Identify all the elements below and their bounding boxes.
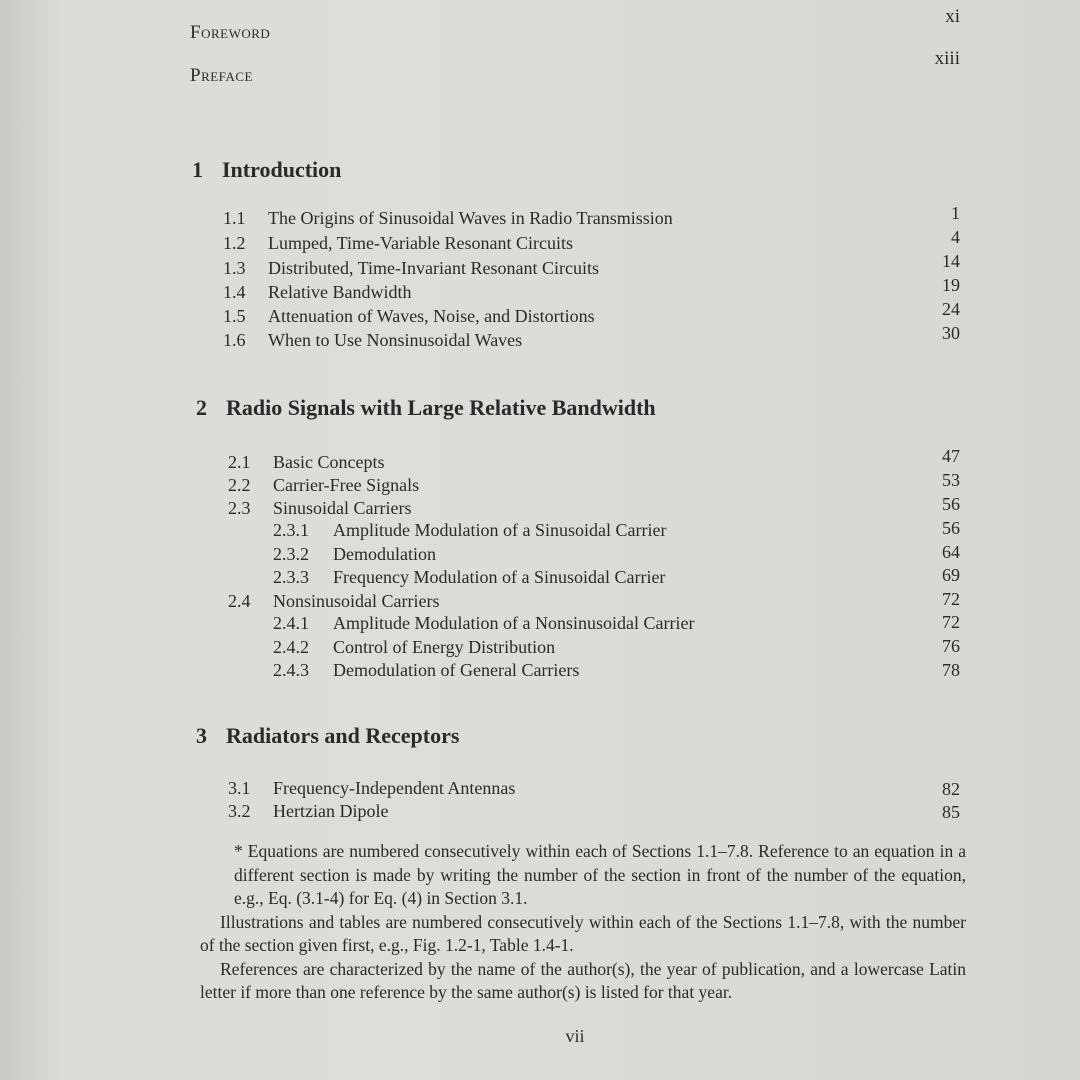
section-page: 69	[942, 565, 960, 585]
chapter-title: Introduction	[222, 157, 342, 182]
chapter-heading	[196, 395, 656, 421]
section-title: Attenuation of Waves, Noise, and Distortions	[268, 306, 595, 326]
toc-entry	[273, 637, 555, 658]
section-number: 2.3.1	[273, 520, 309, 540]
toc-entry	[228, 801, 388, 822]
section-title: Amplitude Modulation of a Nonsinusoidal Carrier	[333, 613, 695, 633]
chapter-heading	[192, 157, 341, 183]
section-page: 47	[942, 446, 960, 466]
section-title: Carrier-Free Signals	[273, 475, 420, 495]
section-title: The Origins of Sinusoidal Waves in Radio Transmission	[268, 208, 673, 228]
section-number: 1.2	[223, 233, 246, 253]
section-page: 82	[942, 779, 960, 799]
section-number: 3.2	[228, 801, 251, 821]
section-title: Frequency Modulation of a Sinusoidal Carrier	[333, 567, 666, 587]
toc-entry	[223, 306, 595, 327]
toc-entry	[273, 520, 666, 541]
section-title: Hertzian Dipole	[273, 801, 389, 821]
section-page: 72	[942, 612, 960, 632]
section-page: 1	[951, 203, 960, 223]
section-number: 1.3	[223, 258, 246, 278]
section-page: 30	[942, 323, 960, 343]
section-number: 1.4	[223, 282, 246, 302]
section-page: 56	[942, 518, 960, 538]
section-title: Frequency-Independent Antennas	[273, 778, 516, 798]
section-title: Basic Concepts	[273, 452, 385, 472]
toc-entry	[273, 567, 665, 588]
toc-entry	[228, 778, 515, 799]
section-title: Demodulation of General Carriers	[333, 660, 580, 680]
toc-entry	[223, 258, 599, 279]
chapter-title: Radiators and Receptors	[226, 723, 460, 748]
toc-entry	[223, 330, 522, 351]
toc-entry	[273, 660, 579, 681]
section-number: 2.4.2	[273, 637, 309, 657]
section-number: 2.3.3	[273, 567, 309, 587]
section-page: 85	[942, 802, 960, 822]
chapter-heading	[196, 723, 459, 749]
footnote-equations: * Equations are numbered consecutively within each of Sections 1.1–7.8. Reference to an equation in a different section is made by writing the number of the section in front of the number of the equation, e.g., Eq. (3.1-4) for Eq. (4) in Section 3.1.	[234, 841, 966, 908]
section-number: 2.4	[228, 591, 251, 611]
toc-entry	[228, 475, 419, 496]
chapter-number: 1	[192, 157, 203, 182]
section-page: 64	[942, 542, 960, 562]
toc-entry	[273, 613, 694, 634]
toc-foreword-label: Foreword	[190, 22, 271, 43]
section-page: 24	[942, 299, 960, 319]
toc-foreword-page: xi	[945, 6, 960, 27]
section-title: Sinusoidal Carriers	[273, 498, 412, 518]
footnote-illustrations: Illustrations and tables are numbered consecutively within each of the Sections 1.1–7.8, with the number of the section given first, e.g., Fig. 1.2-1, Table 1.4-1.	[200, 911, 966, 955]
section-page: 53	[942, 470, 960, 490]
footnotes	[200, 840, 966, 1005]
page-number: vii	[565, 1026, 585, 1046]
section-number: 1.5	[223, 306, 246, 326]
chapter-number: 2	[196, 395, 207, 420]
section-number: 2.4.3	[273, 660, 309, 680]
chapter-title: Radio Signals with Large Relative Bandwidth	[226, 395, 656, 420]
section-page: 4	[951, 227, 960, 247]
section-page: 14	[942, 251, 960, 271]
toc-entry	[273, 544, 436, 565]
section-page: 19	[942, 275, 960, 295]
section-title: Nonsinusoidal Carriers	[273, 591, 440, 611]
toc-entry	[223, 282, 411, 303]
section-number: 2.4.1	[273, 613, 309, 633]
section-title: Amplitude Modulation of a Sinusoidal Carrier	[333, 520, 667, 540]
chapter-number: 3	[196, 723, 207, 748]
section-title: Lumped, Time-Variable Resonant Circuits	[268, 233, 573, 253]
section-number: 2.2	[228, 475, 251, 495]
section-title: When to Use Nonsinusoidal Waves	[268, 330, 523, 350]
section-number: 3.1	[228, 778, 251, 798]
section-title: Relative Bandwidth	[268, 282, 412, 302]
section-number: 2.1	[228, 452, 251, 472]
toc-preface-page: xiii	[934, 48, 960, 69]
section-title: Distributed, Time-Invariant Resonant Circuits	[268, 258, 599, 278]
toc-entry	[223, 208, 673, 229]
section-page: 56	[942, 494, 960, 514]
section-title: Control of Energy Distribution	[333, 637, 556, 657]
section-page: 72	[942, 589, 960, 609]
section-page: 78	[942, 660, 960, 680]
toc-entry	[223, 233, 573, 254]
toc-entry	[228, 591, 439, 612]
section-number: 2.3	[228, 498, 251, 518]
section-title: Demodulation	[333, 544, 436, 564]
section-page: 76	[942, 636, 960, 656]
section-number: 1.6	[223, 330, 246, 350]
toc-entry	[228, 452, 384, 473]
section-number: 2.3.2	[273, 544, 309, 564]
toc-entry	[228, 498, 411, 519]
footnote-references: References are characterized by the name of the author(s), the year of publication, and a lowercase Latin letter if more than one reference by the same author(s) is listed for that year.	[200, 958, 966, 1002]
toc-preface-label: Preface	[190, 65, 253, 86]
section-number: 1.1	[223, 208, 246, 228]
